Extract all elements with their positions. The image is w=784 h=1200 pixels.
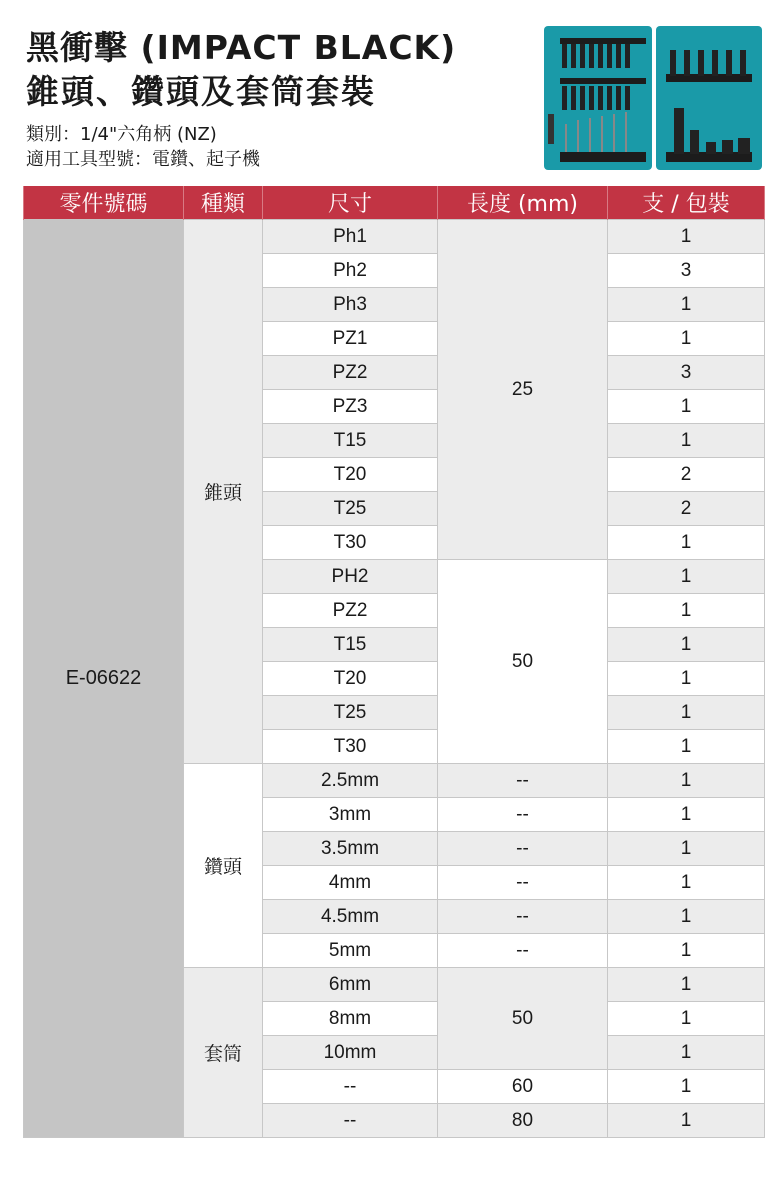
qty-cell: 1 xyxy=(608,764,765,798)
length-cell: -- xyxy=(438,934,608,968)
size-cell: 4.5mm xyxy=(263,900,438,934)
size-cell: -- xyxy=(263,1104,438,1138)
qty-cell: 1 xyxy=(608,934,765,968)
table-row xyxy=(24,220,765,254)
length-cell: -- xyxy=(438,832,608,866)
qty-cell: 1 xyxy=(608,1104,765,1138)
length-cell: 50 xyxy=(438,968,608,1070)
size-cell: T25 xyxy=(263,492,438,526)
size-cell: 10mm xyxy=(263,1036,438,1070)
parts-table xyxy=(23,186,765,1138)
column-header-qty: 支 / 包裝 xyxy=(608,186,765,220)
page-subtitle: 錐頭、鑽頭及套筒套裝 xyxy=(26,72,376,111)
size-cell: 3.5mm xyxy=(263,832,438,866)
qty-cell: 1 xyxy=(608,968,765,1002)
qty-cell: 1 xyxy=(608,866,765,900)
qty-cell: 3 xyxy=(608,254,765,288)
length-cell: 25 xyxy=(438,220,608,560)
compatible-tools-text: 適用工具型號：電鑽、起子機 xyxy=(26,149,260,170)
size-cell: 8mm xyxy=(263,1002,438,1036)
length-cell: 50 xyxy=(438,560,608,764)
size-cell: PZ2 xyxy=(263,594,438,628)
qty-cell: 1 xyxy=(608,832,765,866)
qty-cell: 1 xyxy=(608,220,765,254)
category-cell: 錐頭 xyxy=(184,220,263,764)
qty-cell: 1 xyxy=(608,288,765,322)
size-cell: PZ1 xyxy=(263,322,438,356)
qty-cell: 1 xyxy=(608,628,765,662)
size-cell: T15 xyxy=(263,424,438,458)
qty-cell: 1 xyxy=(608,322,765,356)
column-header-part-number: 零件號碼 xyxy=(24,186,184,220)
qty-cell: 1 xyxy=(608,662,765,696)
qty-cell: 1 xyxy=(608,1036,765,1070)
size-cell: 4mm xyxy=(263,866,438,900)
qty-cell: 1 xyxy=(608,526,765,560)
length-cell: 60 xyxy=(438,1070,608,1104)
category-cell: 套筒 xyxy=(184,968,263,1138)
page-title: 黑衝擊 (IMPACT BLACK) xyxy=(26,28,457,67)
size-cell: PZ2 xyxy=(263,356,438,390)
length-cell: -- xyxy=(438,900,608,934)
qty-cell: 1 xyxy=(608,696,765,730)
size-cell: PZ3 xyxy=(263,390,438,424)
qty-cell: 2 xyxy=(608,458,765,492)
size-cell: 3mm xyxy=(263,798,438,832)
size-cell: T30 xyxy=(263,730,438,764)
size-cell: Ph1 xyxy=(263,220,438,254)
qty-cell: 1 xyxy=(608,1070,765,1104)
size-cell: 5mm xyxy=(263,934,438,968)
length-cell: -- xyxy=(438,764,608,798)
size-cell: Ph2 xyxy=(263,254,438,288)
column-header-length: 長度 (mm) xyxy=(438,186,608,220)
size-cell: 2.5mm xyxy=(263,764,438,798)
length-cell: 80 xyxy=(438,1104,608,1138)
qty-cell: 2 xyxy=(608,492,765,526)
size-cell: T30 xyxy=(263,526,438,560)
length-cell: -- xyxy=(438,866,608,900)
category-cell: 鑽頭 xyxy=(184,764,263,968)
column-header-size: 尺寸 xyxy=(263,186,438,220)
qty-cell: 1 xyxy=(608,424,765,458)
qty-cell: 1 xyxy=(608,594,765,628)
size-cell: PH2 xyxy=(263,560,438,594)
size-cell: -- xyxy=(263,1070,438,1104)
qty-cell: 3 xyxy=(608,356,765,390)
qty-cell: 1 xyxy=(608,1002,765,1036)
table-header-row xyxy=(24,186,765,220)
column-header-type: 種類 xyxy=(184,186,263,220)
length-cell: -- xyxy=(438,798,608,832)
qty-cell: 1 xyxy=(608,798,765,832)
size-cell: 6mm xyxy=(263,968,438,1002)
qty-cell: 1 xyxy=(608,560,765,594)
size-cell: T20 xyxy=(263,662,438,696)
size-cell: Ph3 xyxy=(263,288,438,322)
size-cell: T15 xyxy=(263,628,438,662)
part-number-cell: E-06622 xyxy=(24,220,184,1138)
qty-cell: 1 xyxy=(608,900,765,934)
size-cell: T20 xyxy=(263,458,438,492)
qty-cell: 1 xyxy=(608,390,765,424)
category-text: 類別：1/4"六角柄 (NZ) xyxy=(26,124,217,145)
bit-set-case-image xyxy=(544,24,762,172)
size-cell: T25 xyxy=(263,696,438,730)
qty-cell: 1 xyxy=(608,730,765,764)
